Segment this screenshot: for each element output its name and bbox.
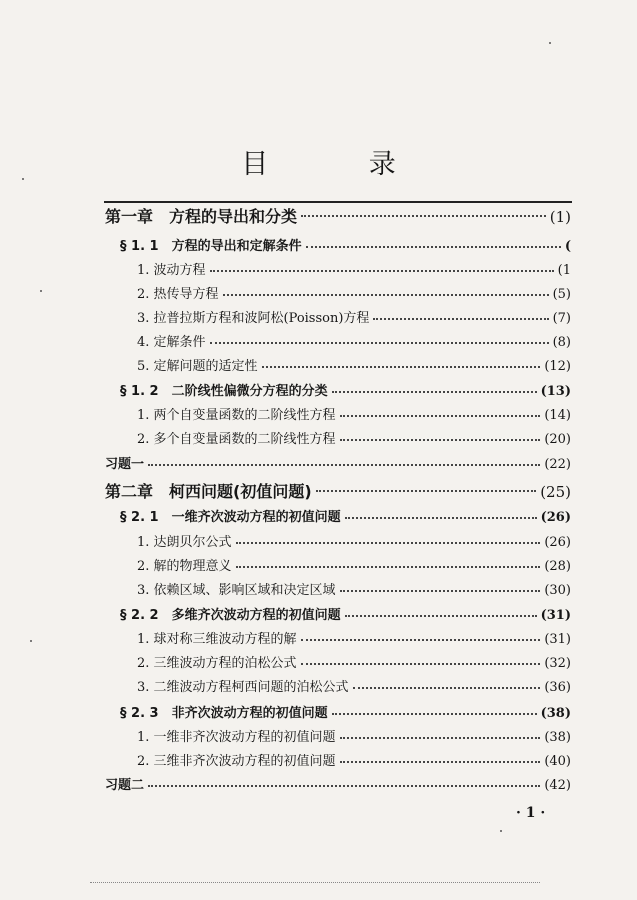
toc-entry-item [137, 307, 571, 327]
toc-entry-page: (5) [552, 287, 571, 302]
dot-leader [301, 215, 546, 217]
dot-leader [262, 366, 541, 368]
dot-leader [306, 246, 561, 248]
toc-entry-exercise [105, 774, 571, 794]
toc-entry-label: 3. 拉普拉斯方程和波阿松(Poisson)方程 [137, 311, 370, 326]
dot-leader [340, 439, 541, 441]
toc-entry-page: (25) [540, 483, 571, 501]
toc-entry-label: 5. 定解问题的适定性 [137, 359, 258, 374]
toc-entry-item [137, 283, 571, 303]
toc-entry-label: 习题一 [105, 457, 145, 472]
scan-speck [40, 290, 42, 292]
page-number: · 1 · [516, 805, 546, 821]
toc-entry-page: (28) [544, 559, 571, 574]
scan-edge-noise [90, 882, 540, 883]
scan-speck [500, 830, 502, 832]
toc-entry-section [120, 604, 571, 624]
toc-entry-page: (26) [540, 510, 571, 525]
toc-entry-page: (38) [544, 730, 571, 745]
toc-entry-label: 2. 热传导方程 [137, 287, 219, 302]
toc-entry-label: 1. 达朗贝尔公式 [137, 535, 232, 550]
toc-entry-page: (32) [544, 656, 571, 671]
scan-speck [30, 640, 32, 642]
toc-entry-item [137, 404, 571, 424]
toc-entry-item [137, 259, 571, 279]
dot-leader [223, 294, 549, 296]
toc-entry-page: (30) [544, 583, 571, 598]
toc-entry-page: (22) [544, 457, 571, 472]
dot-leader [340, 761, 541, 763]
toc-entry-page: (42) [544, 778, 571, 793]
toc-entry-item [137, 428, 571, 448]
toc-entry-label: 3. 二维波动方程柯西问题的泊松公式 [137, 680, 349, 695]
toc-entry-item [137, 555, 571, 575]
toc-entry-item [137, 355, 571, 375]
toc-entry-label: 2. 多个自变量函数的二阶线性方程 [137, 432, 336, 447]
dot-leader [148, 464, 540, 466]
toc-entry-label: § 2. 3 非齐次波动方程的初值问题 [120, 706, 328, 721]
toc-entry-label: § 1. 1 方程的导出和定解条件 [120, 239, 302, 254]
toc-entry-page: (36) [544, 680, 571, 695]
dot-leader [210, 270, 554, 272]
toc-entry-label: 3. 依赖区域、影响区域和决定区域 [137, 583, 336, 598]
toc-entry-label: 1. 波动方程 [137, 263, 206, 278]
toc-entry-label: 2. 解的物理意义 [137, 559, 232, 574]
toc-entry-page: (8) [552, 335, 571, 350]
toc-entry-label: 习题二 [105, 778, 145, 793]
dot-leader [316, 490, 537, 492]
dot-leader [340, 590, 541, 592]
dot-leader [301, 639, 541, 641]
toc-entry-label: 2. 三维波动方程的泊松公式 [137, 656, 297, 671]
dot-leader [340, 737, 541, 739]
dot-leader [345, 517, 537, 519]
toc-entry-page: (40) [544, 754, 571, 769]
toc-entry-item [137, 579, 571, 599]
toc-entry-item [137, 628, 571, 648]
toc-entry-label: § 1. 2 二阶线性偏微分方程的分类 [120, 384, 328, 399]
toc-entry-item [137, 726, 571, 746]
dot-leader [210, 342, 549, 344]
dot-leader [236, 566, 541, 568]
toc-entry-page: (1 [557, 263, 571, 278]
toc-entry-item [137, 676, 571, 696]
dot-leader [148, 785, 540, 787]
toc-entry-chapter [105, 204, 571, 224]
page-title: 目 录 [241, 149, 442, 180]
toc-entry-page: (31) [540, 608, 571, 623]
dot-leader [353, 687, 541, 689]
toc-entry-section [120, 380, 571, 400]
toc-entry-label: § 2. 1 一维齐次波动方程的初值问题 [120, 510, 341, 525]
toc-entry-page: (14) [544, 408, 571, 423]
dot-leader [236, 542, 541, 544]
toc-entry-page: (31) [544, 632, 571, 647]
toc-entry-section [120, 235, 571, 255]
toc-entry-label: 1. 一维非齐次波动方程的初值问题 [137, 730, 336, 745]
toc-entry-page: ( [564, 239, 571, 254]
scan-speck [22, 178, 24, 180]
toc-entry-page: (38) [540, 706, 571, 721]
dot-leader [340, 415, 541, 417]
toc-entry-page: (20) [544, 432, 571, 447]
toc-entry-label: 2. 三维非齐次波动方程的初值问题 [137, 754, 336, 769]
toc-entry-page: (26) [544, 535, 571, 550]
toc-entry-page: (13) [540, 384, 571, 399]
toc-entry-chapter [105, 479, 571, 499]
toc-entry-page: (12) [544, 359, 571, 374]
toc-entry-item [137, 331, 571, 351]
scan-speck [549, 42, 551, 44]
toc-entry-label: 第一章 方程的导出和分类 [105, 207, 298, 226]
toc-entry-label: 4. 定解条件 [137, 335, 206, 350]
toc-entry-label: 第二章 柯西问题(初值问题) [105, 482, 312, 501]
toc-entry-section [120, 506, 571, 526]
toc-entry-page: (1) [549, 208, 571, 226]
title-rule [104, 201, 572, 203]
dot-leader [332, 713, 537, 715]
toc-entry-item [137, 750, 571, 770]
dot-leader [373, 318, 548, 320]
toc-entry-section [120, 702, 571, 722]
toc-entry-item [137, 531, 571, 551]
toc-entry-label: 1. 球对称三维波动方程的解 [137, 632, 297, 647]
toc-entry-exercise [105, 453, 571, 473]
dot-leader [345, 615, 537, 617]
toc-entry-label: § 2. 2 多维齐次波动方程的初值问题 [120, 608, 341, 623]
toc-entry-item [137, 652, 571, 672]
toc-entry-page: (7) [552, 311, 571, 326]
toc-entry-label: 1. 两个自变量函数的二阶线性方程 [137, 408, 336, 423]
dot-leader [301, 663, 541, 665]
dot-leader [332, 391, 537, 393]
